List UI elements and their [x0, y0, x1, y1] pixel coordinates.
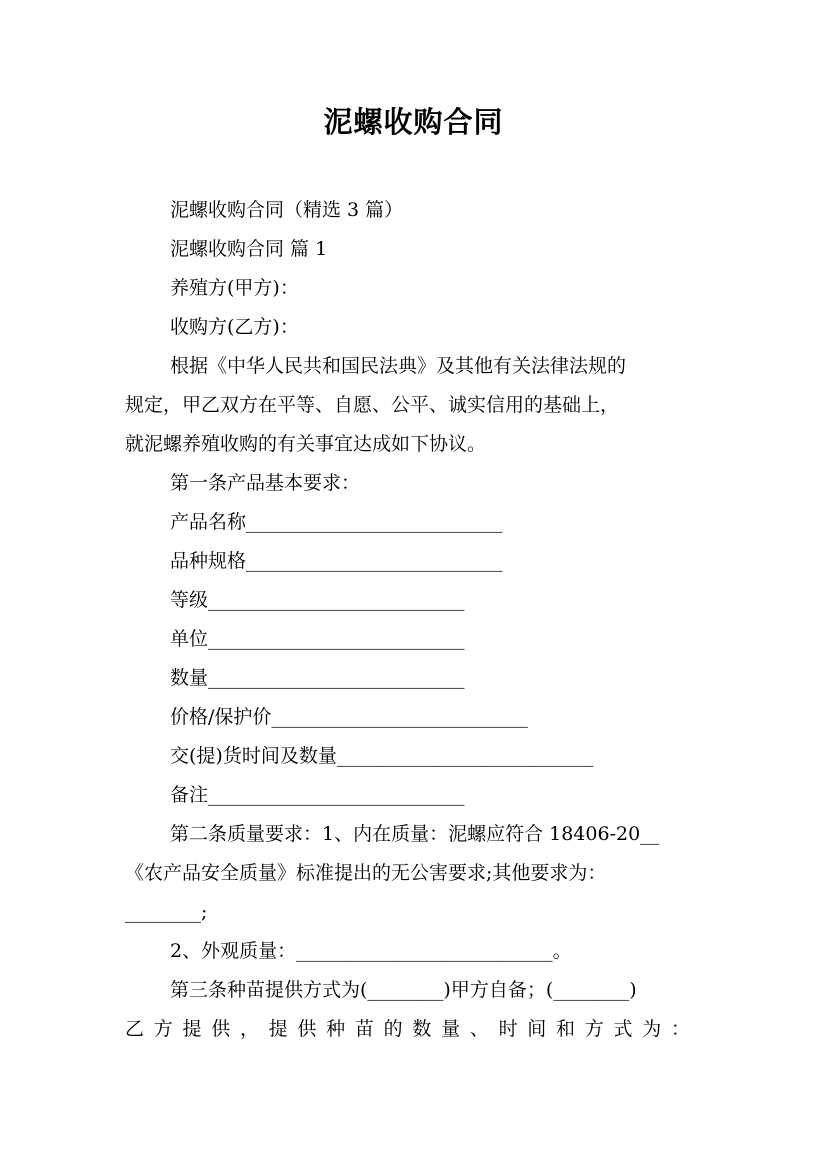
- subtitle-line: 泥螺收购合同（精选 3 篇）: [170, 199, 404, 221]
- article-2-line-3: ________;: [125, 901, 208, 923]
- article-3-line-2: 乙方提供，提供种苗的数量、时间和方式为：: [125, 1018, 690, 1040]
- article-2-line-1: 第二条质量要求：1、内在质量：泥螺应符合 18406-20__: [170, 823, 660, 845]
- field-unit: 单位___________________________: [170, 628, 465, 650]
- preamble-line-3: 就泥螺养殖收购的有关事宜达成如下协议。: [125, 433, 487, 455]
- party-a-line: 养殖方(甲方)：: [170, 277, 299, 299]
- preamble-line-1: 根据《中华人民共和国民法典》及其他有关法律法规的: [170, 355, 627, 377]
- preamble-line-2: 规定，甲乙双方在平等、自愿、公平、诚实信用的基础上，: [125, 394, 620, 416]
- document-title: 泥螺收购合同: [323, 105, 504, 139]
- article-2-line-2: 《农产品安全质量》标准提出的无公害要求;其他要求为：: [125, 862, 607, 884]
- field-remarks: 备注___________________________: [170, 784, 465, 806]
- field-product-name: 产品名称___________________________: [170, 511, 503, 533]
- article-1-heading: 第一条产品基本要求：: [170, 472, 361, 494]
- field-price: 价格/保护价___________________________: [170, 706, 528, 728]
- field-quantity: 数量___________________________: [170, 667, 465, 689]
- appearance-quality-line: 2、外观质量：___________________________。: [170, 940, 572, 962]
- field-delivery: 交(提)货时间及数量___________________________: [170, 745, 594, 767]
- section-heading: 泥螺收购合同 篇 1: [170, 238, 328, 260]
- article-3-line-1: 第三条种苗提供方式为(________)甲方自备；(________): [170, 979, 637, 1001]
- party-b-line: 收购方(乙方)：: [170, 316, 299, 338]
- field-grade: 等级___________________________: [170, 589, 465, 611]
- field-variety-spec: 品种规格___________________________: [170, 550, 503, 572]
